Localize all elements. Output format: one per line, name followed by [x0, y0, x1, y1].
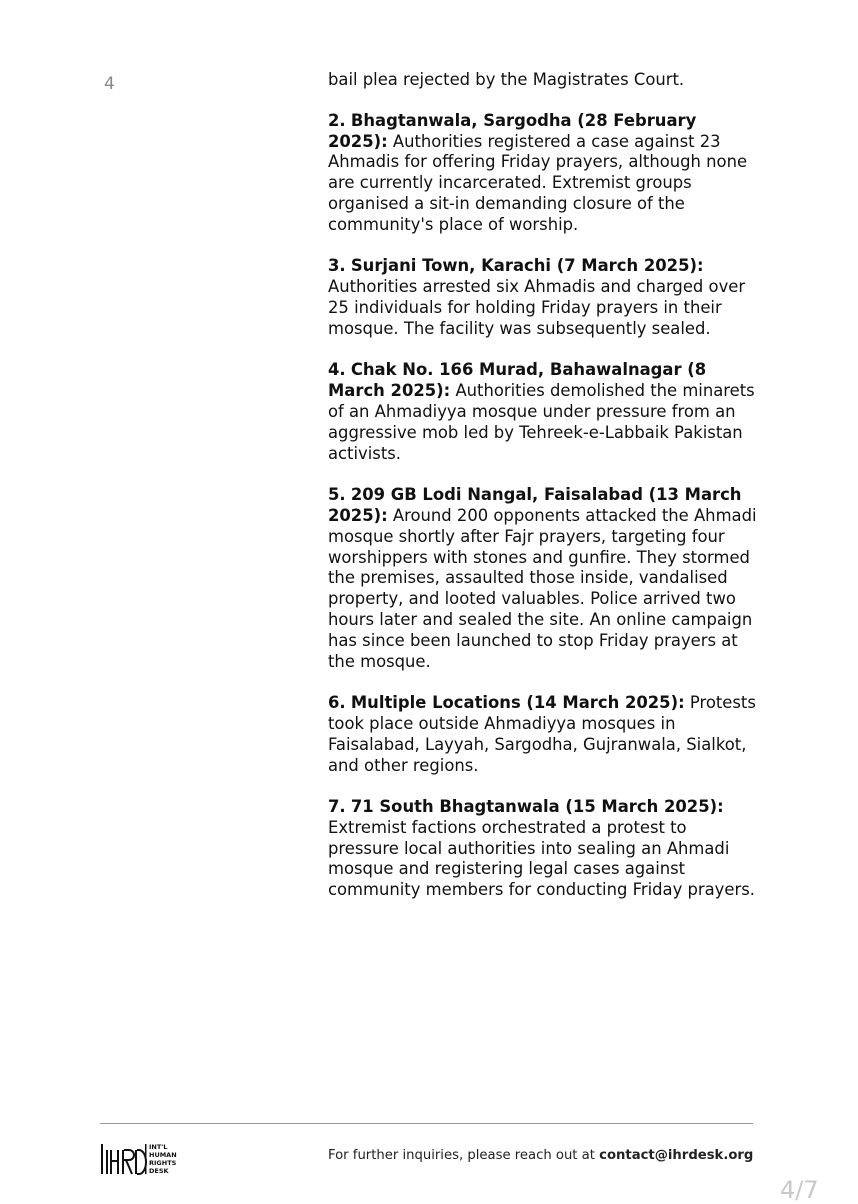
entry-body: Protests took place outside Ahmadiyya mosques in Faisalabad, Layyah, Sargodha, Gujranwala, Sialkot, and other regions.: [328, 693, 756, 775]
incident-entry-6: [328, 693, 758, 776]
incident-entry-4: [328, 360, 758, 464]
entry-number: 3.: [328, 256, 346, 276]
entry-number: 2.: [328, 110, 346, 130]
footer-divider: [100, 1123, 753, 1124]
entry-body: Around 200 opponents attacked the Ahmadi mosque shortly after Fajr prayers, targeting four worshippers with stones and gunfire. They stormed the premises, assaulted those inside, vandalised property, and looted valuables. Police arrived two hours later and sealed the site. An online campaign has since been launched to stop Friday prayers at the mosque.: [328, 505, 757, 671]
entry-body: Authorities arrested six Ahmadis and charged over 25 individuals for holding Friday prayers in their mosque. The facility was subsequently sealed.: [328, 277, 746, 338]
page-number: 4: [104, 74, 115, 94]
ihrd-logo: [100, 1140, 190, 1176]
document-body: [328, 70, 758, 922]
entry-heading: Surjani Town, Karachi (7 March 2025):: [350, 256, 704, 276]
entry-body: Authorities registered a case against 23 Ahmadis for offering Friday prayers, although none are currently incarcerated. Extremist groups organised a sit-in demanding closure of the community's place of worship.: [328, 131, 748, 234]
contact-email-link[interactable]: contact@ihrdesk.org: [599, 1148, 754, 1163]
incident-entry-5: [328, 485, 758, 672]
entry-heading: Multiple Locations (14 March 2025):: [350, 693, 685, 713]
svg-text:DESK: DESK: [149, 1167, 169, 1175]
svg-text:RIGHTS: RIGHTS: [149, 1159, 177, 1167]
incident-entry-7: [328, 797, 758, 901]
entry-heading: Chak No. 166 Murad, Bahawalnagar (8 March 2025):: [328, 360, 707, 401]
footer-contact-line: [328, 1148, 753, 1163]
entry-heading: 71 South Bhagtanwala (15 March 2025):: [350, 797, 724, 817]
svg-text:HUMAN: HUMAN: [149, 1151, 177, 1159]
entry-number: 4.: [328, 360, 346, 380]
entry-number: 7.: [328, 797, 346, 817]
entry-number: 5.: [328, 485, 346, 505]
intro-paragraph: bail plea rejected by the Magistrates Court.: [328, 70, 685, 89]
page-count-indicator: 4/7: [780, 1176, 819, 1204]
incident-entry-2: [328, 111, 758, 236]
entry-number: 6.: [328, 693, 346, 713]
entry-heading: 209 GB Lodi Nangal, Faisalabad (13 March 2025):: [328, 485, 742, 525]
entry-body: Extremist factions orchestrated a protest to pressure local authorities into sealing an Ahmadi mosque and registering legal cases against community members for conducting Friday prayers.: [328, 817, 755, 900]
incident-entry-3: [328, 256, 758, 339]
entry-body: Authorities demolished the minarets of an Ahmadiyya mosque under pressure from an aggressive mob led by Tehreek-e-Labbaik Pakistan activists.: [328, 381, 755, 463]
entry-heading: Bhagtanwala, Sargodha (28 February 2025):: [328, 110, 697, 151]
footer-text: For further inquiries, please reach out at: [328, 1148, 595, 1163]
svg-text:INT'L: INT'L: [149, 1143, 168, 1151]
